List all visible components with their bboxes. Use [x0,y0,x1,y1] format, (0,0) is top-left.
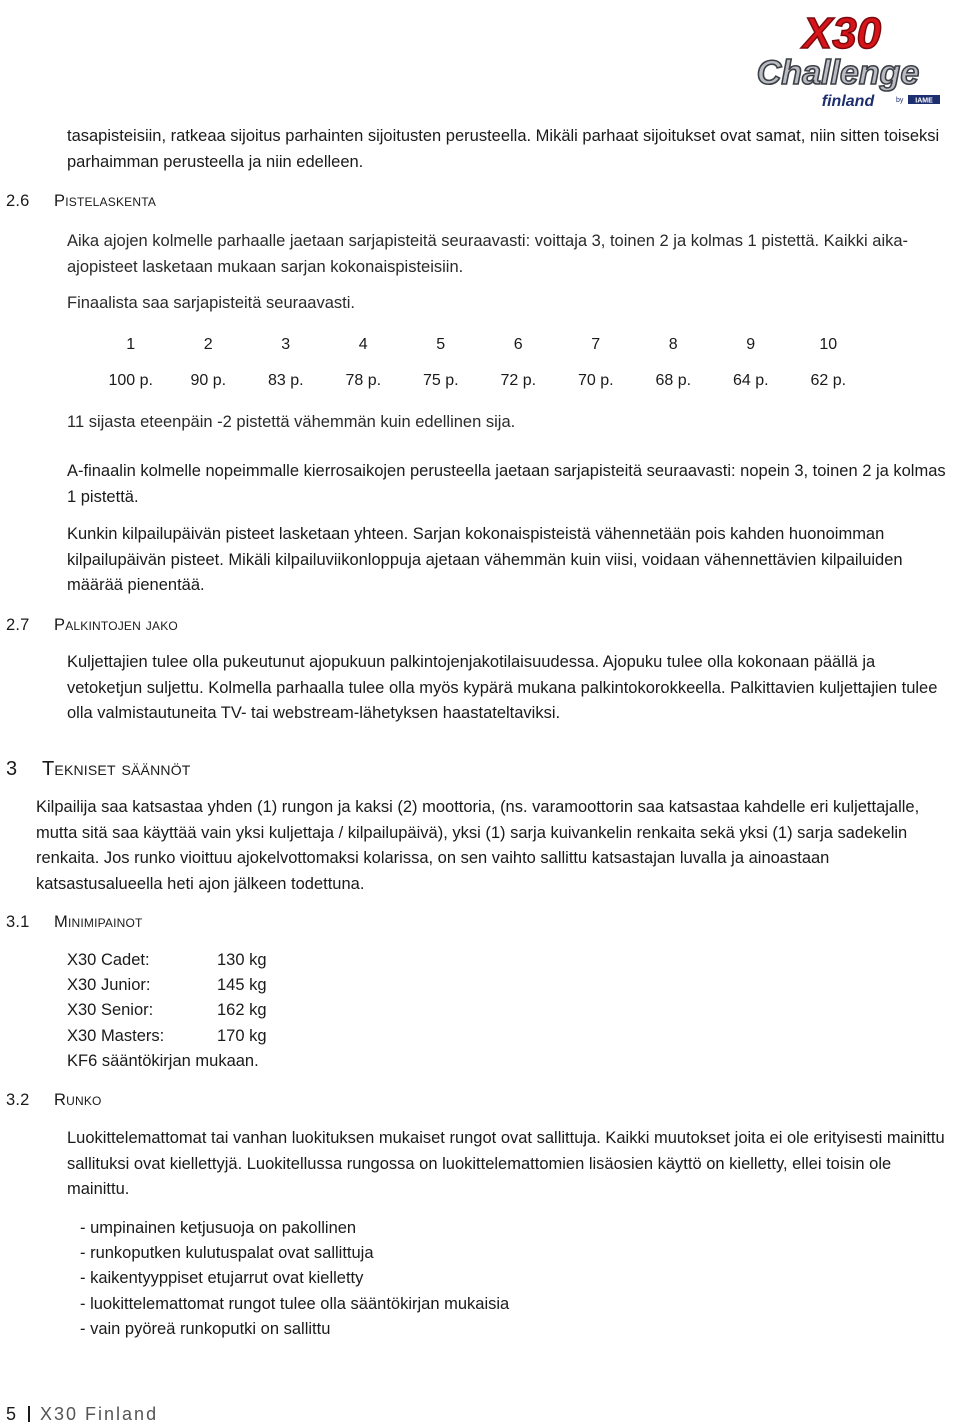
weight-row [67,948,337,973]
chassis-rules-list [80,1216,509,1342]
list-item: - umpinainen ketjusuoja on pakollinen [80,1219,357,1237]
weight-row [67,998,337,1023]
position-cell: 1 [126,336,136,353]
points-cell: 72 p. [500,372,537,389]
logo-finland-text: finland [821,93,875,110]
footer-title: X30 Finland [40,1404,159,1424]
position-cell: 5 [436,336,446,353]
section-2-7-heading [6,616,178,635]
section-3-heading [6,758,191,781]
weight-class: X30 Masters: [67,1026,165,1045]
weight-value: 170 kg [217,1026,267,1045]
qualifying-points-paragraph: Aika ajojen kolmelle parhaalle jaetaan sarjapisteitä seuraavasti: voittaja 3, toinen 2 ja kolmas 1 pistettä. Kaikki aika-ajopisteet lasketaan mukaan sarjan kokonaispisteisiin. [67,232,909,276]
weights-note: KF6 sääntökirjan mukaan. [67,1051,259,1070]
weight-class: X30 Cadet: [67,951,150,969]
page-number: 5 [6,1404,19,1424]
final-points-intro: Finaalista saa sarjapisteitä seuraavasti. [67,294,355,312]
section-3-2-heading [6,1091,102,1110]
logo-by-text: by [896,97,904,104]
section-title: Minimipainot [54,913,143,931]
position-cell: 2 [203,336,213,353]
position-cell: 8 [668,336,678,353]
weight-class: X30 Junior: [67,976,151,995]
positions-row [92,332,867,358]
section-number: 3 [6,758,18,780]
points-cell: 83 p. [267,372,304,389]
logo-challenge-text: Challenge [756,54,920,92]
points-cell: 62 p. [810,372,847,389]
logo-iame-text: IAME [915,97,933,105]
weight-row [67,1024,337,1049]
list-item: - runkoputken kulutuspalat ovat sallittuja [80,1244,374,1263]
section-number: 3.2 [6,1091,30,1109]
chassis-paragraph: Luokittelemattomat tai vanhan luokituksen mukaiset rungot ovat sallittuja. Kaikki muutokset joita ei ole erityisesti mainittu sallituksi ovat kiellettyjä. Luokitellussa rungossa on luokittelemattomien lisäosien käyttö on kielletty, ellei toisin ole mainittu. [67,1129,945,1198]
points-cell: 90 p. [190,372,227,389]
position-cell: 9 [746,336,756,353]
section-title: Palkintojen jako [54,616,178,634]
section-title: Pistelaskenta [54,192,157,210]
weight-row [67,973,337,998]
weight-value: 162 kg [217,1001,267,1020]
points-row [92,368,867,394]
points-cell: 75 p. [422,372,459,389]
position-cell: 7 [591,336,601,353]
points-cell: 68 p. [655,372,692,389]
x30-challenge-logo [730,4,946,114]
points-cell: 78 p. [345,372,382,389]
points-cell: 64 p. [732,372,769,389]
list-item: - vain pyöreä runkoputki on sallittu [80,1319,331,1338]
fastest-lap-paragraph: A-finaalin kolmelle nopeimmalle kierrosaikojen perusteella jaetaan sarjapisteitä seuraavasti: nopein 3, toinen 2 ja kolmas 1 pistettä. [67,462,946,506]
weight-value: 130 kg [217,951,267,969]
section-3-1-heading [6,913,143,932]
section-2-6-heading [6,192,156,211]
section-title: Runko [54,1091,102,1109]
minimum-weights-list [67,948,337,1074]
total-points-paragraph: Kunkin kilpailupäivän pisteet lasketaan yhteen. Sarjan kokonaispisteistä vähennetään pois kahden huonoimman kilpailupäivän pisteet. Mikäli kilpailuviikonloppuja ajetaan vähemmän kuin viisi, voidaan vähennettävien kilpailuiden määrää pienentää. [67,525,903,594]
logo-x30-text: X30 [802,9,882,58]
list-item: - kaikentyyppiset etujarrut ovat kielletty [80,1269,364,1288]
logo-x30-mark [800,9,882,58]
position-cell: 6 [513,336,523,353]
section-number: 3.1 [6,913,30,931]
section-number: 2.7 [6,616,30,634]
position-cell: 3 [281,336,291,353]
position-cell: 4 [358,336,368,353]
section-title: Tekniset säännöt [42,758,191,780]
final-points-table [92,332,867,394]
weight-class: X30 Senior: [67,1001,154,1020]
intro-paragraph: tasapisteisiin, ratkeaa sijoitus parhainten sijoitusten perusteella. Mikäli parhaat sijoitukset ovat samat, niin sitten toiseksi parhaimman perusteella ja niin edelleen. [67,127,940,171]
position-cell: 10 [819,336,838,353]
technical-rules-paragraph: Kilpailija saa katsastaa yhden (1) rungon ja kaksi (2) moottoria, (ns. varamoottorin saa katsastaa kahdelle eri kuljettajalle, mutta sitä saa käyttää vain yksi kuljettaja / kilpailupäivä), yksi (1) sarja kuivankelin renkaita sekä yksi (1) sarja sadekelin renkaita. Jos runko vioittuu ajokelvottomaksi kolarissa, on sen vaihto sallittu katsastajan luvalla ja ainoastaan katsastusalueella heti ajon jälkeen todettuna. [36,798,920,893]
points-cell: 100 p. [108,372,153,389]
list-item: - luokittelemattomat rungot tulee olla sääntökirjan mukaisia [80,1294,510,1313]
points-rule-note: 11 sijasta eteenpäin -2 pistettä vähemmän kuin edellinen sija. [67,413,516,431]
weight-value: 145 kg [217,976,267,995]
section-number: 2.6 [6,192,30,210]
footer-divider [28,1406,30,1422]
prize-ceremony-paragraph: Kuljettajien tulee olla pukeutunut ajopukuun palkintojenjakotilaisuudessa. Ajopuku tulee olla kokonaan päällä ja vetoketjun suljettu. Kolmella parhaalla tulee olla myös kypärä mukana palkintokorokkeella. Palkittavien kuljettajien tulee olla valmistautuneita TV- tai webstream-lähetyksen haastateltaviksi. [67,653,938,722]
page-footer [6,1404,158,1425]
points-cell: 70 p. [577,372,614,389]
